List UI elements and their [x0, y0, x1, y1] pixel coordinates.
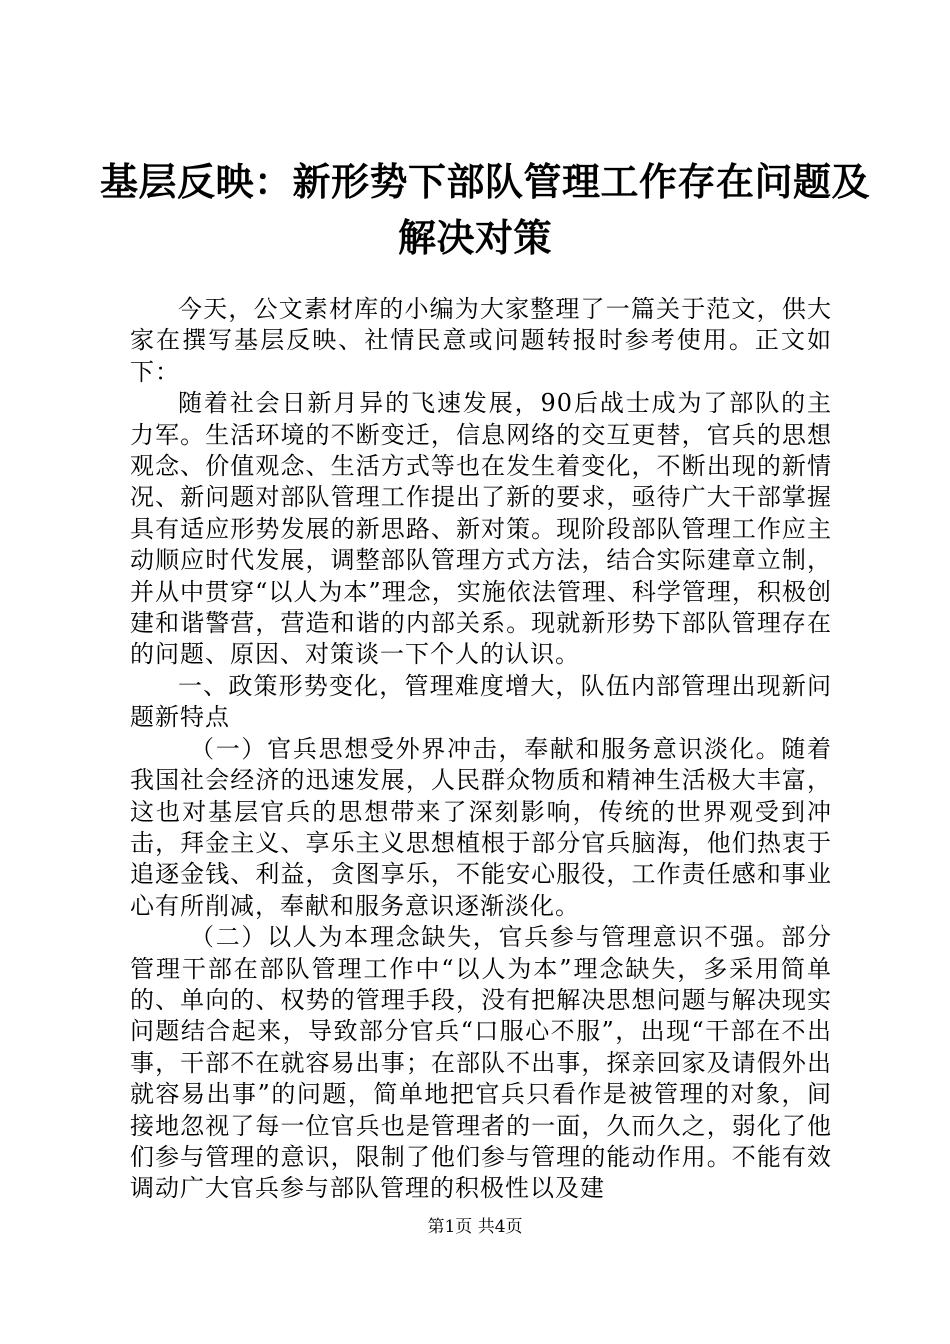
page-number-footer: 第1页 共4页 [427, 1217, 523, 1237]
document-title-line-2: 解决对策 [397, 215, 552, 260]
section-heading-one: 一、政策形势变化，管理难度增大，队伍内部管理出现新问题新特点 [130, 671, 832, 732]
document-title-line-1: 基层反映：新形势下部队管理工作存在问题及 [100, 159, 871, 204]
subsection-two-paragraph: （二）以人为本理念缺失，官兵参与管理意识不强。部分管理干部在部队管理工作中“以人为本”理念缺失，多采用简单的、单向的、权势的管理手段，没有把解决思想问题与解决现实问题结合起来，导致部分官兵“口服心不服”，出现“干部在不出事，干部不在就容易出事；在部队不出事，探亲回家及请假外出就容易出事”的问题，简单地把官兵只看作是被管理的对象，间接地忽视了每一位官兵也是管理者的一面，久而久之，弱化了他们参与管理的意识，限制了他们参与管理的能动作用。不能有效调动广大官兵参与部队管理的积极性以及建 [130, 923, 832, 1203]
subsection-one-paragraph: （一）官兵思想受外界冲击，奉献和服务意识淡化。随着我国社会经济的迅速发展，人民群众物质和精神生活极大丰富，这也对基层官兵的思想带来了深刻影响，传统的世界观受到冲击，拜金主义、享乐主义思想植根于部分官兵脑海，他们热衷于追逐金钱、利益，贪图享乐，不能安心服役，工作责任感和事业心有所削减，奉献和服务意识逐渐淡化。 [130, 734, 832, 920]
document-body [130, 294, 832, 1205]
intro-paragraph: 今天，公文素材库的小编为大家整理了一篇关于范文，供大家在撰写基层反映、社情民意或问题转报时参考使用。正文如下： [130, 295, 832, 386]
background-paragraph: 随着社会日新月异的飞速发展，90后战士成为了部队的主力军。生活环境的不断变迁，信息网络的交互更替，官兵的思想观念、价值观念、生活方式等也在发生着变化，不断出现的新情况、新问题对部队管理工作提出了新的要求，亟待广大干部掌握具有适应形势发展的新思路、新对策。现阶段部队管理工作应主动顺应时代发展，调整部队管理方式方法，结合实际建章立制，并从中贯穿“以人为本”理念，实施依法管理、科学管理，积极创建和谐警营，营造和谐的内部关系。现就新形势下部队管理存在的问题、原因、对策谈一下个人的认识。 [130, 389, 832, 669]
